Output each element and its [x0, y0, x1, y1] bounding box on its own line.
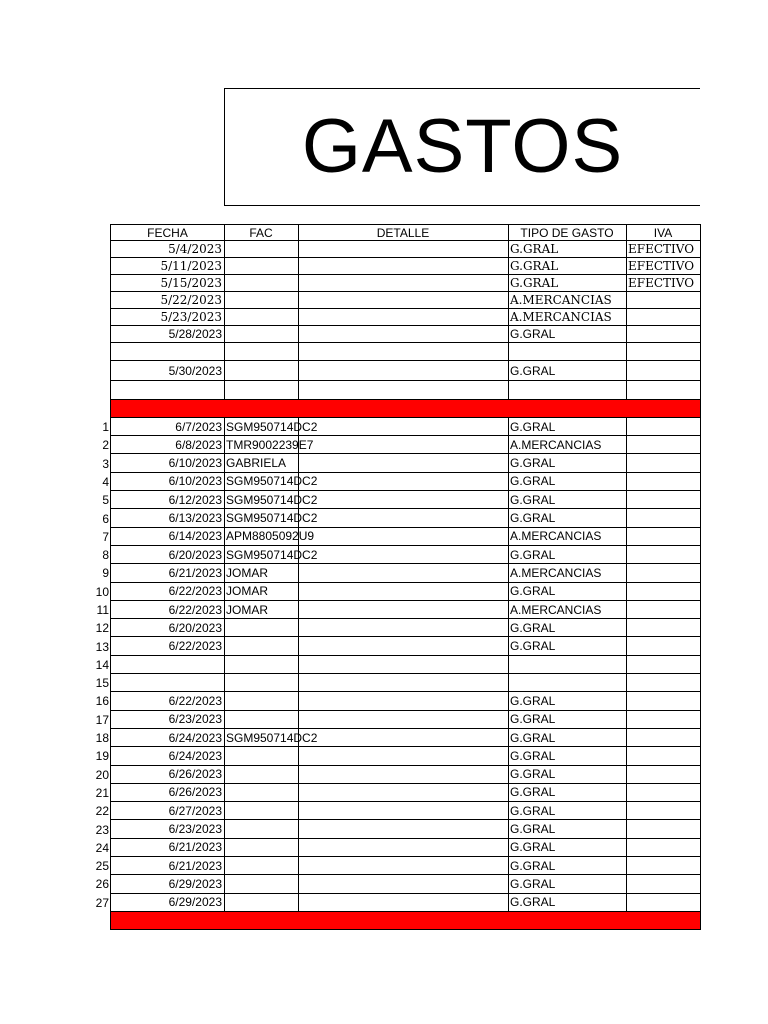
row-number: 10 — [95, 584, 109, 599]
cell-detalle — [298, 381, 509, 399]
table-row — [0, 258, 701, 275]
cell-tipo: G.GRAL — [508, 361, 627, 381]
cell-iva — [626, 912, 701, 930]
cell-fac — [224, 275, 299, 292]
cell-iva — [626, 361, 701, 381]
cell-tipo: A.MERCANCIAS — [508, 436, 627, 454]
row-number — [88, 275, 111, 292]
cell-fac — [224, 619, 299, 637]
cell-fecha — [110, 400, 225, 418]
cell-detalle — [298, 766, 509, 784]
cell-iva — [626, 601, 701, 619]
cell-iva — [626, 381, 701, 399]
cell-tipo: G.GRAL — [508, 509, 627, 527]
cell-detalle — [298, 912, 509, 930]
cell-detalle — [298, 473, 509, 491]
table-row — [0, 473, 701, 491]
expenses-table — [0, 224, 701, 930]
cell-fecha: 5/11/2023 — [110, 258, 225, 275]
row-number: 24 — [95, 840, 109, 855]
cell-tipo: G.GRAL — [508, 241, 627, 258]
row-number: 5 — [102, 493, 109, 508]
cell-detalle — [298, 309, 509, 326]
cell-detalle — [298, 528, 509, 546]
cell-tipo: G.GRAL — [508, 875, 627, 893]
cell-tipo: G.GRAL — [508, 275, 627, 292]
cell-fac: SGM950714DC2 — [224, 729, 299, 747]
cell-detalle — [298, 564, 509, 582]
header-fac: FAC — [224, 224, 299, 241]
cell-detalle — [298, 839, 509, 857]
cell-iva: EFECTIVO — [626, 275, 701, 292]
cell-iva — [626, 418, 701, 436]
cell-fac — [224, 912, 299, 930]
table-row — [0, 343, 701, 361]
cell-fac — [224, 674, 299, 692]
cell-iva — [626, 711, 701, 729]
table-row — [0, 361, 701, 381]
cell-tipo: G.GRAL — [508, 894, 627, 912]
cell-fecha: 6/8/2023 — [110, 436, 225, 454]
cell-tipo — [508, 912, 627, 930]
row-number: 9 — [102, 566, 109, 581]
title-box — [224, 88, 700, 206]
cell-tipo: A.MERCANCIAS — [508, 309, 627, 326]
cell-iva — [626, 546, 701, 564]
cell-iva — [626, 292, 701, 309]
cell-iva — [626, 400, 701, 418]
table-row — [0, 766, 701, 784]
cell-iva — [626, 528, 701, 546]
cell-tipo: G.GRAL — [508, 820, 627, 838]
row-number: 8 — [102, 548, 109, 563]
cell-fac — [224, 839, 299, 857]
cell-fac — [224, 747, 299, 765]
row-number: 14 — [95, 657, 109, 672]
cell-fecha: 6/7/2023 — [110, 418, 225, 436]
header-fecha: FECHA — [110, 224, 225, 241]
table-row — [0, 381, 701, 399]
cell-tipo: A.MERCANCIAS — [508, 292, 627, 309]
row-number — [88, 258, 111, 275]
table-body — [0, 241, 701, 930]
table-row — [0, 528, 701, 546]
cell-detalle — [298, 601, 509, 619]
cell-tipo: A.MERCANCIAS — [508, 564, 627, 582]
cell-fecha: 6/23/2023 — [110, 820, 225, 838]
cell-tipo: G.GRAL — [508, 583, 627, 601]
row-number: 23 — [95, 822, 109, 837]
cell-iva — [626, 729, 701, 747]
cell-fac — [224, 857, 299, 875]
row-number: 27 — [95, 895, 109, 910]
cell-fecha: 6/26/2023 — [110, 766, 225, 784]
cell-tipo — [508, 343, 627, 361]
table-row — [0, 656, 701, 674]
cell-detalle — [298, 400, 509, 418]
cell-fac: JOMAR — [224, 564, 299, 582]
cell-tipo — [508, 400, 627, 418]
cell-iva — [626, 473, 701, 491]
table-header — [0, 224, 701, 241]
cell-detalle — [298, 275, 509, 292]
cell-detalle — [298, 637, 509, 655]
cell-detalle — [298, 784, 509, 802]
row-number — [88, 912, 111, 930]
cell-iva — [626, 766, 701, 784]
cell-fecha: 5/30/2023 — [110, 361, 225, 381]
table-row — [0, 309, 701, 326]
cell-fac — [224, 381, 299, 399]
cell-fecha: 5/22/2023 — [110, 292, 225, 309]
table-row — [0, 241, 701, 258]
row-number: 1 — [102, 420, 109, 435]
cell-tipo: G.GRAL — [508, 491, 627, 509]
table-row — [0, 875, 701, 893]
cell-iva — [626, 564, 701, 582]
cell-fac — [224, 656, 299, 674]
cell-fecha — [110, 656, 225, 674]
cell-iva — [626, 637, 701, 655]
cell-fac: TMR9002239E7 — [224, 436, 299, 454]
cell-tipo — [508, 656, 627, 674]
cell-tipo: G.GRAL — [508, 473, 627, 491]
cell-iva — [626, 875, 701, 893]
table-row — [0, 275, 701, 292]
cell-iva — [626, 309, 701, 326]
cell-fac: GABRIELA — [224, 454, 299, 472]
cell-fecha: 6/10/2023 — [110, 473, 225, 491]
cell-fac — [224, 692, 299, 710]
row-number: 6 — [102, 511, 109, 526]
cell-fac: JOMAR — [224, 601, 299, 619]
table-row — [0, 637, 701, 655]
cell-tipo: G.GRAL — [508, 784, 627, 802]
cell-tipo: G.GRAL — [508, 454, 627, 472]
table-row — [0, 583, 701, 601]
cell-detalle — [298, 820, 509, 838]
cell-fecha: 6/20/2023 — [110, 619, 225, 637]
cell-detalle — [298, 454, 509, 472]
cell-iva — [626, 820, 701, 838]
cell-iva — [626, 656, 701, 674]
cell-tipo: G.GRAL — [508, 839, 627, 857]
table-row — [0, 839, 701, 857]
row-number: 11 — [96, 603, 109, 617]
cell-fecha: 6/21/2023 — [110, 564, 225, 582]
cell-iva — [626, 692, 701, 710]
cell-fac: SGM950714DC2 — [224, 418, 299, 436]
cell-tipo: G.GRAL — [508, 766, 627, 784]
cell-fecha: 5/15/2023 — [110, 275, 225, 292]
row-number — [88, 400, 111, 418]
cell-fac — [224, 637, 299, 655]
row-number — [88, 241, 111, 258]
cell-fecha: 6/20/2023 — [110, 546, 225, 564]
cell-fac — [224, 309, 299, 326]
cell-iva — [626, 326, 701, 343]
cell-fac: SGM950714DC2 — [224, 473, 299, 491]
table-row — [0, 292, 701, 309]
row-number — [88, 343, 111, 361]
cell-fecha: 6/22/2023 — [110, 601, 225, 619]
cell-tipo: G.GRAL — [508, 747, 627, 765]
cell-fac: SGM950714DC2 — [224, 509, 299, 527]
cell-fecha: 6/24/2023 — [110, 747, 225, 765]
table-row — [0, 747, 701, 765]
cell-fecha: 6/22/2023 — [110, 637, 225, 655]
cell-detalle — [298, 619, 509, 637]
cell-iva — [626, 619, 701, 637]
cell-detalle — [298, 418, 509, 436]
cell-fecha: 6/24/2023 — [110, 729, 225, 747]
cell-fac — [224, 258, 299, 275]
row-number — [88, 309, 111, 326]
cell-detalle — [298, 361, 509, 381]
cell-detalle — [298, 436, 509, 454]
row-number: 12 — [95, 621, 109, 636]
row-number: 26 — [95, 877, 109, 892]
cell-tipo: G.GRAL — [508, 418, 627, 436]
cell-fecha: 6/13/2023 — [110, 509, 225, 527]
cell-tipo: G.GRAL — [508, 729, 627, 747]
row-number: 15 — [95, 676, 109, 691]
table-row — [0, 894, 701, 912]
cell-fecha — [110, 343, 225, 361]
cell-iva: EFECTIVO — [626, 258, 701, 275]
cell-fac — [224, 361, 299, 381]
cell-detalle — [298, 857, 509, 875]
cell-fac — [224, 400, 299, 418]
cell-fecha: 6/29/2023 — [110, 894, 225, 912]
cell-iva — [626, 509, 701, 527]
table-row — [0, 802, 701, 820]
table-row — [0, 619, 701, 637]
table-row — [0, 509, 701, 527]
cell-fecha: 6/21/2023 — [110, 857, 225, 875]
page-title: GASTOS — [301, 104, 624, 189]
cell-tipo: G.GRAL — [508, 619, 627, 637]
cell-iva — [626, 436, 701, 454]
row-number: 22 — [95, 804, 109, 819]
cell-iva: EFECTIVO — [626, 241, 701, 258]
row-number: 2 — [102, 438, 109, 453]
table-row — [0, 436, 701, 454]
cell-detalle — [298, 509, 509, 527]
table-row — [0, 729, 701, 747]
cell-fecha: 5/4/2023 — [110, 241, 225, 258]
cell-detalle — [298, 729, 509, 747]
row-number: 21 — [95, 785, 109, 800]
cell-fecha: 5/23/2023 — [110, 309, 225, 326]
table-row — [0, 601, 701, 619]
table-row — [0, 820, 701, 838]
cell-tipo: G.GRAL — [508, 546, 627, 564]
cell-fecha: 6/26/2023 — [110, 784, 225, 802]
cell-iva — [626, 747, 701, 765]
cell-detalle — [298, 258, 509, 275]
table-row — [0, 784, 701, 802]
cell-fecha: 6/10/2023 — [110, 454, 225, 472]
cell-tipo: G.GRAL — [508, 711, 627, 729]
table-row — [0, 692, 701, 710]
cell-detalle — [298, 747, 509, 765]
cell-detalle — [298, 343, 509, 361]
cell-fecha — [110, 381, 225, 399]
cell-detalle — [298, 326, 509, 343]
cell-tipo: A.MERCANCIAS — [508, 528, 627, 546]
cell-iva — [626, 343, 701, 361]
table-row — [0, 418, 701, 436]
cell-fac — [224, 711, 299, 729]
row-number: 19 — [95, 749, 109, 764]
cell-fac: SGM950714DC2 — [224, 491, 299, 509]
cell-iva — [626, 894, 701, 912]
cell-iva — [626, 784, 701, 802]
cell-detalle — [298, 875, 509, 893]
cell-fac — [224, 875, 299, 893]
cell-iva — [626, 454, 701, 472]
cell-fecha: 6/29/2023 — [110, 875, 225, 893]
cell-iva — [626, 583, 701, 601]
cell-detalle — [298, 491, 509, 509]
cell-fecha: 6/14/2023 — [110, 528, 225, 546]
cell-iva — [626, 857, 701, 875]
cell-iva — [626, 491, 701, 509]
table-row — [0, 326, 701, 343]
cell-fecha: 6/22/2023 — [110, 692, 225, 710]
table-row — [0, 564, 701, 582]
header-iva: IVA — [626, 224, 701, 241]
cell-tipo — [508, 674, 627, 692]
cell-fac — [224, 784, 299, 802]
cell-tipo: G.GRAL — [508, 258, 627, 275]
cell-fac — [224, 326, 299, 343]
cell-fac — [224, 820, 299, 838]
cell-iva — [626, 802, 701, 820]
cell-detalle — [298, 711, 509, 729]
table-row — [0, 674, 701, 692]
table-row — [0, 711, 701, 729]
cell-tipo: G.GRAL — [508, 326, 627, 343]
cell-detalle — [298, 656, 509, 674]
table-row — [0, 454, 701, 472]
row-number: 17 — [95, 712, 109, 727]
cell-fecha: 6/23/2023 — [110, 711, 225, 729]
cell-tipo: A.MERCANCIAS — [508, 601, 627, 619]
cell-fac — [224, 766, 299, 784]
cell-fac: SGM950714DC2 — [224, 546, 299, 564]
table-row — [0, 491, 701, 509]
cell-tipo — [508, 381, 627, 399]
cell-fac — [224, 343, 299, 361]
row-number — [88, 361, 111, 381]
separator-row — [0, 912, 701, 930]
header-detalle: DETALLE — [298, 224, 509, 241]
cell-detalle — [298, 292, 509, 309]
table-row — [0, 857, 701, 875]
cell-fecha: 6/22/2023 — [110, 583, 225, 601]
cell-tipo: G.GRAL — [508, 802, 627, 820]
row-number: 25 — [95, 859, 109, 874]
row-number — [88, 381, 111, 399]
cell-fecha: 6/12/2023 — [110, 491, 225, 509]
row-number: 3 — [102, 456, 109, 471]
cell-fecha: 6/21/2023 — [110, 839, 225, 857]
cell-fac — [224, 292, 299, 309]
cell-fecha — [110, 912, 225, 930]
cell-fac: APM8805092U9 — [224, 528, 299, 546]
cell-fac — [224, 894, 299, 912]
cell-detalle — [298, 802, 509, 820]
cell-iva — [626, 839, 701, 857]
cell-tipo: G.GRAL — [508, 857, 627, 875]
cell-detalle — [298, 894, 509, 912]
cell-fac — [224, 241, 299, 258]
row-number — [88, 326, 111, 343]
row-number: 4 — [102, 474, 109, 489]
cell-iva — [626, 674, 701, 692]
cell-fac: JOMAR — [224, 583, 299, 601]
cell-fecha: 5/28/2023 — [110, 326, 225, 343]
cell-detalle — [298, 674, 509, 692]
cell-detalle — [298, 583, 509, 601]
header-tipo: TIPO DE GASTO — [508, 224, 627, 241]
row-number — [88, 292, 111, 309]
cell-tipo: G.GRAL — [508, 692, 627, 710]
cell-detalle — [298, 241, 509, 258]
cell-fac — [224, 802, 299, 820]
row-number: 13 — [95, 639, 109, 654]
row-number: 16 — [95, 694, 109, 709]
cell-detalle — [298, 692, 509, 710]
cell-fecha: 6/27/2023 — [110, 802, 225, 820]
row-number: 7 — [102, 529, 109, 544]
row-number: 18 — [95, 731, 109, 746]
row-number: 20 — [95, 767, 109, 782]
table-row — [0, 546, 701, 564]
cell-tipo: G.GRAL — [508, 637, 627, 655]
cell-detalle — [298, 546, 509, 564]
cell-fecha — [110, 674, 225, 692]
separator-row — [0, 400, 701, 418]
